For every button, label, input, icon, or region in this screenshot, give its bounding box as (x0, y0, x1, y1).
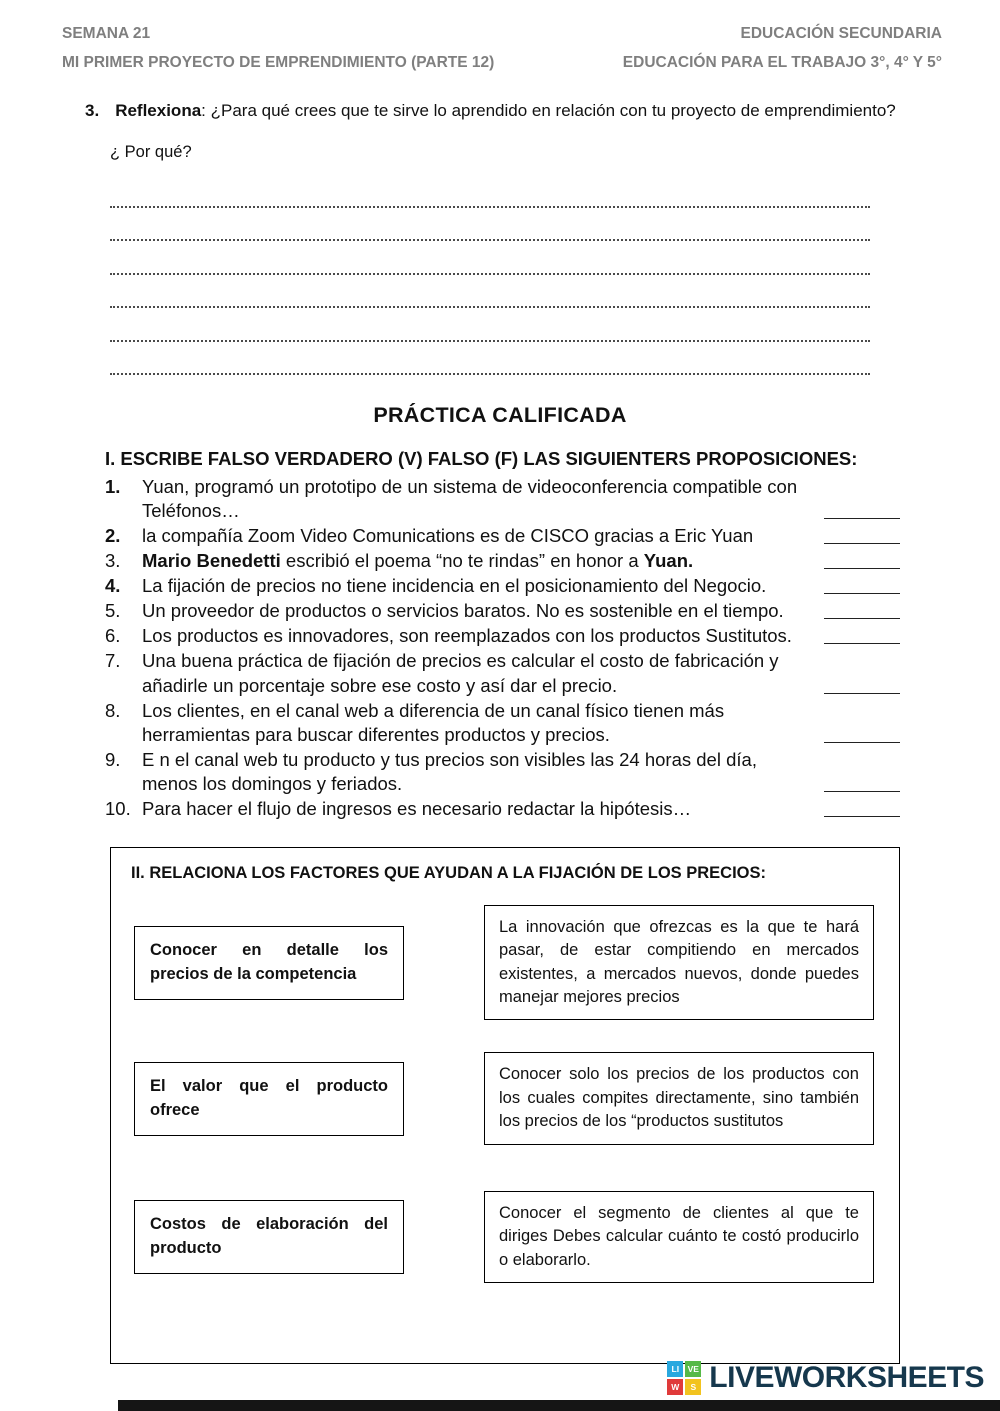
logo-square: VE (685, 1361, 701, 1377)
factor-box-2[interactable]: El valor que el producto ofrece (134, 1062, 404, 1136)
section-1-true-false (105, 448, 900, 821)
answer-blank[interactable] (824, 518, 900, 519)
answer-line[interactable] (110, 174, 870, 208)
answer-blank[interactable] (824, 618, 900, 619)
answer-line[interactable] (110, 241, 870, 275)
logo-square: LI (667, 1361, 683, 1377)
match-row-1 (131, 905, 879, 1021)
answer-blank[interactable] (824, 568, 900, 569)
item-text (142, 549, 824, 573)
description-box-3[interactable]: Conocer el segmento de clientes al que te diriges Debes calcular cuánto te costó producirlo o elaborarlo. (484, 1191, 874, 1283)
answer-blank[interactable] (824, 816, 900, 817)
description-box-1[interactable]: La innovación que ofrezcas es la que te hará pasar, de estar compitiendo en mercados existentes, a mercados nuevos, donde puedes manejar mejores precios (484, 905, 874, 1021)
question-number: 3. (85, 101, 100, 121)
item-number: 9. (105, 748, 121, 770)
answer-line[interactable] (110, 342, 870, 376)
item-number: 8. (105, 699, 121, 721)
item-text-mid: escribió el poema “no te rindas” en honor a (280, 550, 644, 572)
liveworksheets-wordmark: LIVEWORKSHEETS (709, 1361, 984, 1394)
logo-square: S (685, 1379, 701, 1395)
item-number: 10. (105, 797, 131, 819)
answer-blank[interactable] (824, 593, 900, 594)
reflexiona-question (85, 99, 940, 123)
bottom-bar (118, 1400, 1000, 1411)
item-number: 1. (105, 476, 121, 498)
factor-box-3[interactable]: Costos de elaboración del producto (134, 1200, 404, 1274)
item-number: 3. (105, 550, 121, 572)
item-text-bold: Yuan. (643, 550, 694, 572)
answer-line[interactable] (110, 208, 870, 242)
header-project-title: MI PRIMER PROYECTO DE EMPRENDIMIENTO (PARTE 12) (62, 53, 495, 71)
proposition-item-3 (105, 549, 900, 573)
section-1-heading: I. ESCRIBE FALSO VERDADERO (V) FALSO (F) LAS SIGUIENTERS PROPOSICIONES: (105, 448, 858, 470)
question-keyword: Reflexiona (115, 101, 202, 121)
proposition-item-4 (105, 574, 900, 598)
answer-line[interactable] (110, 308, 870, 342)
item-text: Para hacer el flujo de ingresos es necesario redactar la hipótesis… (142, 797, 692, 819)
liveworksheets-footer (667, 1361, 984, 1395)
item-number: 6. (105, 625, 121, 647)
logo-square: W (667, 1379, 683, 1395)
description-box-2[interactable]: Conocer solo los precios de los productos con los cuales compites directamente, sino también los precios de los “productos sustitutos (484, 1052, 874, 1144)
answer-blank[interactable] (824, 543, 900, 544)
answer-blank[interactable] (824, 742, 900, 743)
proposition-item-9 (105, 748, 900, 796)
proposition-item-6 (105, 624, 900, 648)
header-level-label: EDUCACIÓN SECUNDARIA (740, 25, 942, 42)
proposition-item-1 (105, 475, 900, 523)
proposition-item-10 (105, 797, 900, 821)
por-que-label: ¿ Por qué? (110, 143, 192, 162)
proposition-item-2 (105, 524, 900, 548)
match-row-3 (131, 1191, 879, 1283)
item-number: 4. (105, 575, 121, 597)
item-text: Una buena práctica de fijación de precios es calcular el costo de fabricación y añadirle un porcentaje sobre ese costo y así dar el precio. (142, 650, 779, 696)
proposition-item-7 (105, 649, 900, 697)
item-text: La fijación de precios no tiene incidencia en el posicionamiento del Negocio. (142, 575, 767, 597)
factor-box-1[interactable]: Conocer en detalle los precios de la competencia (134, 926, 404, 1000)
answer-blank[interactable] (824, 791, 900, 792)
item-text-bold: Mario Benedetti (142, 550, 281, 572)
proposition-item-5 (105, 599, 900, 623)
item-number: 7. (105, 650, 121, 672)
item-text: Yuan, programó un prototipo de un sistema de videoconferencia compatible con Teléfonos… (142, 476, 798, 522)
match-row-2 (131, 1052, 879, 1144)
item-text: Un proveedor de productos o servicios baratos. No es sostenible en el tiempo. (142, 600, 784, 622)
proposition-item-8 (105, 699, 900, 747)
item-text: la compañía Zoom Video Comunications es de CISCO gracias a Eric Yuan (142, 525, 754, 547)
item-number: 2. (105, 525, 121, 547)
section-2-heading: II. RELACIONA LOS FACTORES QUE AYUDAN A LA FIJACIÓN DE LOS PRECIOS: (131, 863, 767, 882)
liveworksheets-logo-icon (667, 1361, 701, 1395)
answer-lines-area (110, 174, 870, 375)
header-right (623, 20, 942, 77)
answer-line[interactable] (110, 275, 870, 309)
question-text: : ¿Para qué crees que te sirve lo aprendido en relación con tu proyecto de emprendimiento? (201, 101, 896, 121)
header-week-label: SEMANA 21 (62, 25, 151, 42)
answer-blank[interactable] (824, 693, 900, 694)
practica-calificada-title: PRÁCTICA CALIFICADA (373, 403, 627, 428)
item-text: Los clientes, en el canal web a diferencia de un canal físico tienen más herramientas para buscar diferentes productos y precios. (142, 699, 725, 745)
page-header (0, 0, 1000, 77)
answer-blank[interactable] (824, 643, 900, 644)
header-course-label: EDUCACIÓN PARA EL TRABAJO 3°, 4° Y 5° (622, 53, 942, 71)
item-text: Los productos es innovadores, son reemplazados con los productos Sustitutos. (142, 625, 792, 647)
header-left (62, 20, 494, 77)
section-2-matching (110, 847, 900, 1364)
item-text: E n el canal web tu producto y tus precios son visibles las 24 horas del día, menos los domingos y feriados. (142, 748, 757, 794)
item-number: 5. (105, 600, 121, 622)
